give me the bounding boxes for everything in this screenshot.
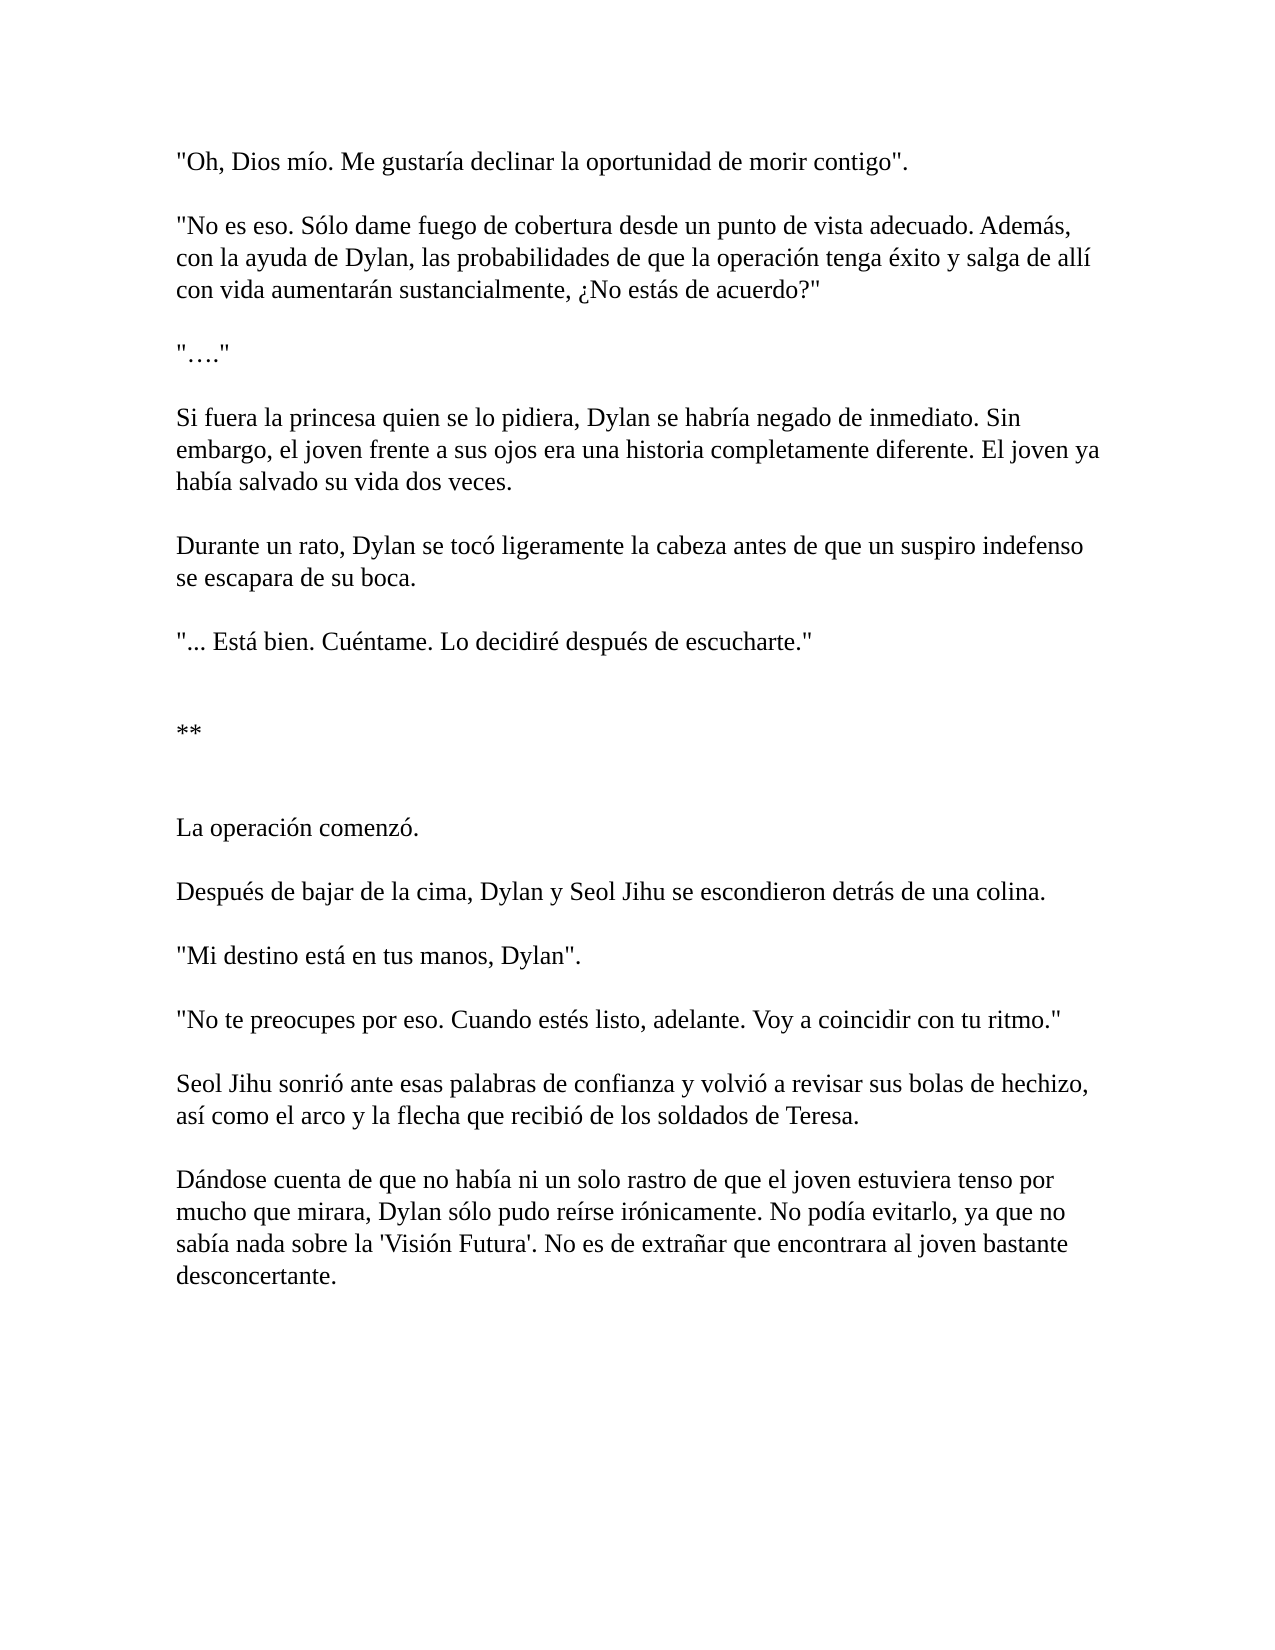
paragraph-9: "Mi destino está en tus manos, Dylan". [176,941,582,970]
paragraph-10: "No te preocupes por eso. Cuando estés listo, adelante. Voy a coincidir con tu ritmo." [176,1005,1062,1034]
paragraph-5: Durante un rato, Dylan se tocó ligeramente la cabeza antes de que un suspiro indefenso se escapara de su boca. [176,531,1084,592]
paragraph-11: Seol Jihu sonrió ante esas palabras de confianza y volvió a revisar sus bolas de hechizo, así como el arco y la flecha que recibió de los soldados de Teresa. [176,1069,1089,1130]
paragraph-8: Después de bajar de la cima, Dylan y Seol Jihu se escondieron detrás de una colina. [176,877,1046,906]
scene-separator: ** [176,719,202,748]
paragraph-2: "No es eso. Sólo dame fuego de cobertura desde un punto de vista adecuado. Además, con la ayuda de Dylan, las probabilidades de que la operación tenga éxito y salga de allí con vida aumentarán sustancialmente, ¿No estás de acuerdo?" [176,211,1091,304]
paragraph-7: La operación comenzó. [176,813,420,842]
paragraph-4: Si fuera la princesa quien se lo pidiera, Dylan se habría negado de inmediato. Sin embargo, el joven frente a sus ojos era una historia completamente diferente. El joven ya había salvado su vida dos veces. [176,403,1100,496]
document-body [176,146,1111,1324]
paragraph-1: "Oh, Dios mío. Me gustaría declinar la oportunidad de morir contigo". [176,147,909,176]
paragraph-3: "…." [176,339,230,368]
paragraph-12: Dándose cuenta de que no había ni un solo rastro de que el joven estuviera tenso por mucho que mirara, Dylan sólo pudo reírse irónicamente. No podía evitarlo, ya que no sabía nada sobre la 'Visión Futura'. No es de extrañar que encontrara al joven bastante desconcertante. [176,1165,1069,1290]
paragraph-6: "... Está bien. Cuéntame. Lo decidiré después de escucharte." [176,627,813,656]
